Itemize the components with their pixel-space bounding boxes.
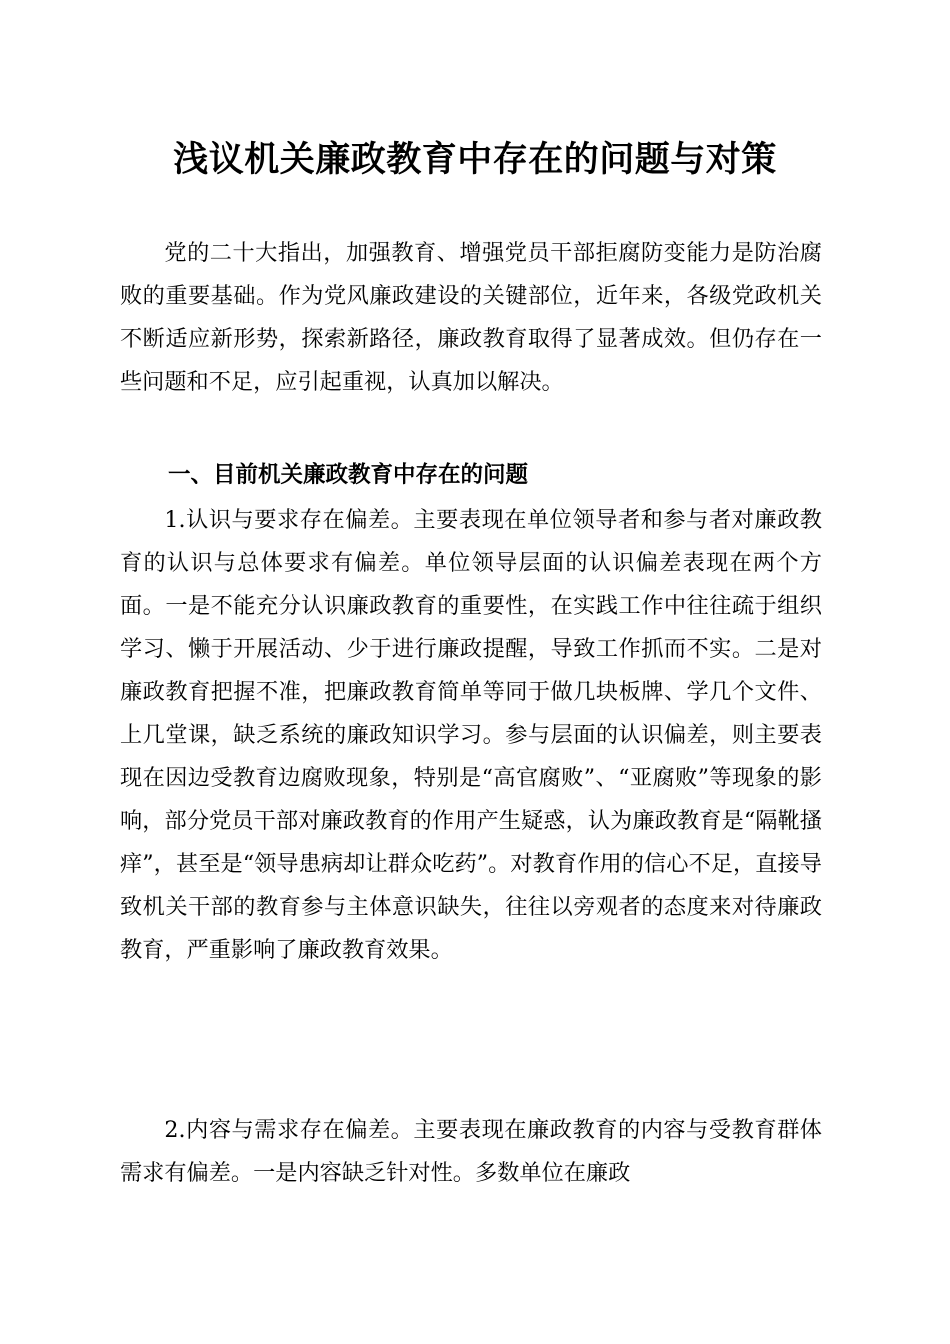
- document-title: 浅议机关廉政教育中存在的问题与对策: [173, 139, 777, 180]
- intro-paragraph: 党的二十大指出，加强教育、增强党员干部拒腐防变能力是防治腐败的重要基础。作为党风廉政建设的关键部位，近年来，各级党政机关不断适应新形势，探索新路径，廉政教育取得了显著成效。但仍存在一些问题和不足，应引起重视，认真加以解决。: [120, 240, 822, 395]
- paragraph-item-2: 2.内容与需求存在偏差。主要表现在廉政教育的内容与受教育群体需求有偏差。一是内容缺乏针对性。多数单位在廉政: [120, 1117, 822, 1186]
- paragraph-item-1: 1.认识与要求存在偏差。主要表现在单位领导者和参与者对廉政教育的认识与总体要求有偏差。单位领导层面的认识偏差表现在两个方面。一是不能充分认识廉政教育的重要性，在实践工作中往往疏于组织学习、懒于开展活动、少于进行廉政提醒，导致工作抓而不实。二是对廉政教育把握不准，把廉政教育简单等同于做几块板牌、学几个文件、上几堂课，缺乏系统的廉政知识学习。参与层面的认识偏差，则主要表现在因边受教育边腐败现象，特别是“高官腐败”、“亚腐败”等现象的影响，部分党员干部对廉政教育的作用产生疑惑，认为廉政教育是“隔靴搔痒”，甚至是“领导患病却让群众吃药”。对教育作用的信心不足，直接导致机关干部的教育参与主体意识缺失，往往以旁观者的态度来对待廉政教育，严重影响了廉政教育效果。: [120, 507, 822, 963]
- section-heading-problems: 一、目前机关廉政教育中存在的问题: [168, 462, 529, 488]
